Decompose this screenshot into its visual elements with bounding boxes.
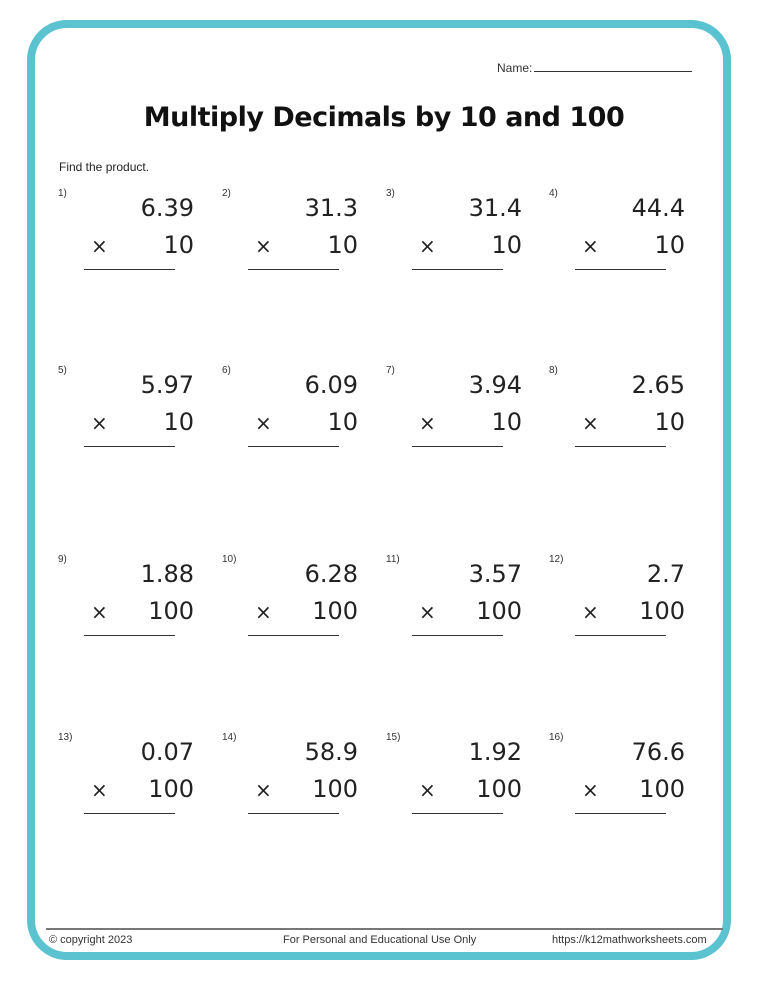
problem-3 (386, 188, 536, 278)
copyright-text: © copyright 2023 (49, 934, 133, 946)
multiplier: 10 (491, 408, 522, 436)
multiply-sign: × (255, 778, 272, 802)
problem-10 (222, 554, 372, 644)
multiplier: 10 (654, 231, 685, 259)
problem-number: 1) (58, 188, 67, 199)
answer-line[interactable] (248, 446, 339, 447)
answer-line[interactable] (248, 635, 339, 636)
problem-number: 16) (549, 732, 564, 743)
name-field[interactable] (497, 60, 692, 75)
multiply-sign: × (582, 411, 599, 435)
problem-1 (58, 188, 208, 278)
multiplicand: 2.65 (631, 371, 685, 399)
problem-2 (222, 188, 372, 278)
multiplier: 10 (491, 231, 522, 259)
problem-number: 3) (386, 188, 395, 199)
problem-number: 15) (386, 732, 401, 743)
answer-line[interactable] (412, 813, 503, 814)
multiply-sign: × (255, 600, 272, 624)
problem-number: 2) (222, 188, 231, 199)
footer-divider (46, 928, 723, 930)
multiplier: 100 (639, 597, 685, 625)
answer-line[interactable] (84, 446, 175, 447)
problem-number: 6) (222, 365, 231, 376)
multiply-sign: × (419, 234, 436, 258)
problem-number: 8) (549, 365, 558, 376)
problem-number: 12) (549, 554, 564, 565)
answer-line[interactable] (575, 635, 666, 636)
problem-7 (386, 365, 536, 455)
answer-line[interactable] (84, 635, 175, 636)
multiplier: 100 (476, 597, 522, 625)
multiplier: 10 (654, 408, 685, 436)
multiplicand: 5.97 (140, 371, 194, 399)
multiplier: 100 (312, 775, 358, 803)
problem-number: 14) (222, 732, 237, 743)
problem-number: 9) (58, 554, 67, 565)
multiplicand: 3.94 (468, 371, 522, 399)
site-url: https://k12mathworksheets.com (552, 934, 707, 946)
multiplicand: 3.57 (468, 560, 522, 588)
multiplier: 10 (163, 231, 194, 259)
multiply-sign: × (91, 778, 108, 802)
answer-line[interactable] (575, 269, 666, 270)
multiplicand: 58.9 (304, 738, 358, 766)
problem-8 (549, 365, 699, 455)
multiplicand: 6.28 (304, 560, 358, 588)
instructions: Find the product. (59, 160, 150, 174)
problem-6 (222, 365, 372, 455)
problem-number: 7) (386, 365, 395, 376)
answer-line[interactable] (575, 446, 666, 447)
multiplicand: 6.39 (140, 194, 194, 222)
multiplicand: 31.4 (468, 194, 522, 222)
multiplier: 10 (163, 408, 194, 436)
answer-line[interactable] (412, 635, 503, 636)
multiplier: 100 (148, 597, 194, 625)
problem-12 (549, 554, 699, 644)
multiply-sign: × (582, 600, 599, 624)
multiplier: 100 (476, 775, 522, 803)
problem-14 (222, 732, 372, 822)
multiply-sign: × (419, 778, 436, 802)
problem-16 (549, 732, 699, 822)
problem-9 (58, 554, 208, 644)
answer-line[interactable] (412, 269, 503, 270)
multiplicand: 44.4 (631, 194, 685, 222)
multiplier: 10 (327, 231, 358, 259)
answer-line[interactable] (412, 446, 503, 447)
problem-number: 11) (386, 554, 400, 565)
problem-15 (386, 732, 536, 822)
multiplicand: 76.6 (631, 738, 685, 766)
multiply-sign: × (419, 411, 436, 435)
answer-line[interactable] (84, 269, 175, 270)
multiply-sign: × (255, 411, 272, 435)
multiplicand: 2.7 (646, 560, 685, 588)
answer-line[interactable] (248, 269, 339, 270)
problem-number: 5) (58, 365, 67, 376)
multiply-sign: × (91, 234, 108, 258)
multiplicand: 31.3 (304, 194, 358, 222)
multiplier: 100 (639, 775, 685, 803)
problem-4 (549, 188, 699, 278)
problem-number: 4) (549, 188, 558, 199)
page-title: Multiply Decimals by 10 and 100 (143, 102, 625, 133)
problem-number: 13) (58, 732, 73, 743)
problem-number: 10) (222, 554, 237, 565)
multiplier: 100 (148, 775, 194, 803)
multiplicand: 6.09 (304, 371, 358, 399)
multiply-sign: × (582, 234, 599, 258)
name-label: Name: (497, 61, 533, 75)
multiplier: 10 (327, 408, 358, 436)
multiplier: 100 (312, 597, 358, 625)
multiplicand: 1.88 (140, 560, 194, 588)
multiplicand: 1.92 (468, 738, 522, 766)
answer-line[interactable] (84, 813, 175, 814)
multiplicand: 0.07 (140, 738, 194, 766)
multiply-sign: × (91, 600, 108, 624)
answer-line[interactable] (248, 813, 339, 814)
multiply-sign: × (255, 234, 272, 258)
answer-line[interactable] (575, 813, 666, 814)
problem-11 (386, 554, 536, 644)
multiply-sign: × (419, 600, 436, 624)
problem-13 (58, 732, 208, 822)
name-blank-line[interactable] (534, 60, 692, 72)
problem-5 (58, 365, 208, 455)
multiply-sign: × (91, 411, 108, 435)
multiply-sign: × (582, 778, 599, 802)
usage-text: For Personal and Educational Use Only (283, 934, 477, 946)
